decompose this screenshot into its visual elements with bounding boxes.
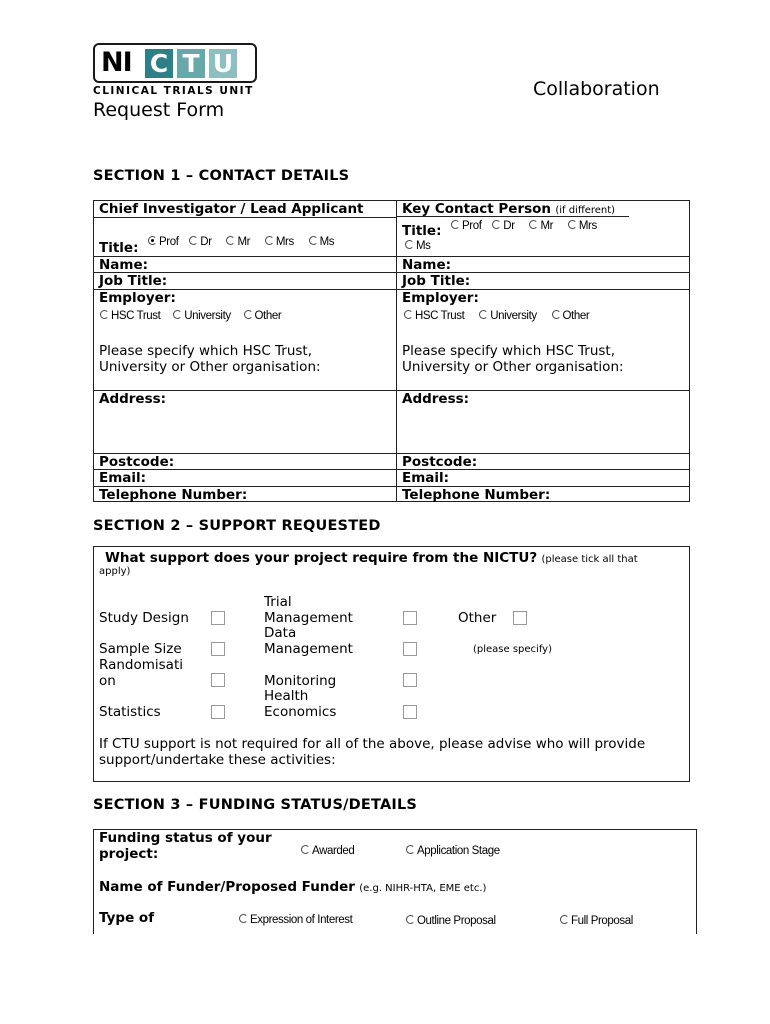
sample-size-label: Sample Size — [99, 641, 182, 657]
data-management-label: Management — [264, 641, 353, 657]
radio-icon — [100, 310, 109, 319]
health-label: Health — [264, 688, 309, 704]
title-option-ms[interactable]: Ms — [309, 236, 335, 248]
employer-option-university[interactable]: University — [173, 310, 230, 322]
please-specify-note: (please specify) — [473, 644, 552, 655]
radio-icon — [239, 914, 248, 923]
key-title-option-ms[interactable]: Ms — [405, 240, 431, 252]
radio-icon — [404, 310, 413, 319]
trial-management-checkbox[interactable] — [403, 611, 417, 625]
funding-box — [93, 829, 697, 934]
key-telephone-label: Telephone Number: — [402, 487, 551, 503]
key-employer-options — [404, 310, 589, 322]
logo-c: C — [145, 49, 173, 78]
radio-icon — [405, 240, 414, 249]
key-email-label: Email: — [402, 470, 450, 486]
support-box — [93, 546, 690, 782]
contact-table — [93, 200, 690, 502]
chief-investigator-header: Chief Investigator / Lead Applicant — [99, 201, 364, 217]
employer-options — [100, 310, 281, 322]
type-option-eoi[interactable]: Expression of Interest — [239, 914, 352, 926]
radio-icon — [309, 236, 318, 245]
key-job-title-label: Job Title: — [402, 273, 471, 289]
section3-heading: SECTION 3 – FUNDING STATUS/DETAILS — [93, 797, 418, 813]
study-design-checkbox[interactable] — [211, 611, 225, 625]
radio-icon — [226, 236, 235, 245]
address-label: Address: — [99, 391, 167, 407]
key-title-option-mr[interactable]: Mr — [529, 220, 553, 232]
title-option-mrs[interactable]: Mrs — [265, 236, 294, 248]
key-employer-option-university[interactable]: University — [479, 310, 536, 322]
postcode-label: Postcode: — [99, 454, 175, 470]
radio-icon — [189, 236, 198, 245]
key-employer-label: Employer: — [402, 290, 479, 306]
radio-icon — [451, 220, 460, 229]
data-management-checkbox[interactable] — [403, 642, 417, 656]
key-address-label: Address: — [402, 391, 470, 407]
type-label: Type of — [99, 910, 155, 926]
key-title-label: Title: — [402, 223, 442, 239]
radio-icon — [492, 220, 501, 229]
key-employer-option-hsc[interactable]: HSC Trust — [404, 310, 464, 322]
name-label: Name: — [99, 257, 149, 273]
employer-option-hsc[interactable]: HSC Trust — [100, 310, 160, 322]
logo-t: T — [177, 49, 205, 78]
title-label: Title: — [99, 240, 139, 256]
status-option-awarded[interactable]: Awarded — [301, 845, 354, 857]
radio-icon — [406, 915, 415, 924]
statistics-checkbox[interactable] — [211, 705, 225, 719]
key-postcode-label: Postcode: — [402, 454, 478, 470]
radio-icon — [560, 915, 569, 924]
logo-subtitle: CLINICAL TRIALS UNIT — [93, 85, 254, 97]
radio-icon — [529, 220, 538, 229]
type-option-outline[interactable]: Outline Proposal — [406, 915, 496, 927]
key-contact-header: Key Contact Person (if different) — [402, 201, 616, 217]
collaboration-title: Collaboration — [533, 78, 660, 100]
other-label: Other — [458, 610, 497, 626]
employer-label: Employer: — [99, 290, 176, 306]
sample-size-checkbox[interactable] — [211, 642, 225, 656]
statistics-label: Statistics — [99, 704, 161, 720]
funder-label: Name of Funder/Proposed Funder (e.g. NIHR-HTA, EME etc.) — [99, 879, 487, 895]
title-option-mr[interactable]: Mr — [226, 236, 250, 248]
other-checkbox[interactable] — [513, 611, 527, 625]
radio-icon — [301, 845, 310, 854]
data-label: Data — [264, 625, 297, 641]
trial-management-label: Management — [264, 610, 353, 626]
nictu-logo — [93, 43, 257, 83]
randomisation-checkbox[interactable] — [211, 673, 225, 687]
radio-icon — [173, 310, 182, 319]
radio-icon — [265, 236, 274, 245]
key-title-option-prof[interactable]: Prof — [451, 220, 482, 232]
job-title-label: Job Title: — [99, 273, 168, 289]
logo-ni: NI — [101, 47, 132, 78]
title-option-dr[interactable]: Dr — [189, 236, 211, 248]
support-question-note: apply) — [99, 566, 131, 577]
section2-heading: SECTION 2 – SUPPORT REQUESTED — [93, 518, 381, 534]
study-design-label: Study Design — [99, 610, 189, 626]
status-option-application[interactable]: Application Stage — [406, 845, 500, 857]
radio-icon — [568, 220, 577, 229]
email-label: Email: — [99, 470, 147, 486]
key-employer-option-other[interactable]: Other — [552, 310, 590, 322]
form-title: Request Form — [93, 99, 225, 121]
title-options — [148, 236, 334, 248]
radio-icon — [244, 310, 253, 319]
key-specify-text: Please specify which HSC Trust, University or Other organisation: — [402, 343, 624, 375]
telephone-label: Telephone Number: — [99, 487, 248, 503]
economics-label: Economics — [264, 704, 337, 720]
key-name-label: Name: — [402, 257, 452, 273]
key-title-option-dr[interactable]: Dr — [492, 220, 514, 232]
monitoring-label: Monitoring — [264, 673, 337, 689]
logo-u: U — [209, 49, 237, 78]
health-economics-checkbox[interactable] — [403, 705, 417, 719]
randomisation-label: Randomisati — [99, 657, 183, 673]
section1-heading: SECTION 1 – CONTACT DETAILS — [93, 168, 350, 184]
trial-label: Trial — [264, 594, 292, 610]
funding-status-label: Funding status of your project: — [99, 830, 272, 862]
key-title-option-mrs[interactable]: Mrs — [568, 220, 597, 232]
specify-text: Please specify which HSC Trust, University or Other organisation: — [99, 343, 321, 375]
support-question: What support does your project require from the NICTU? (please tick all that — [105, 550, 638, 566]
monitoring-checkbox[interactable] — [403, 673, 417, 687]
type-option-full[interactable]: Full Proposal — [560, 915, 633, 927]
radio-icon — [552, 310, 561, 319]
key-title-options — [451, 220, 597, 232]
radio-icon — [406, 845, 415, 854]
randomisation-label-cont: on — [99, 673, 116, 689]
title-option-prof[interactable]: Prof — [148, 236, 179, 248]
advise-text: If CTU support is not required for all of the above, please advise who will provide support/undertake these activities: — [99, 736, 646, 768]
radio-icon — [479, 310, 488, 319]
radio-selected-icon — [148, 236, 157, 245]
employer-option-other[interactable]: Other — [244, 310, 282, 322]
